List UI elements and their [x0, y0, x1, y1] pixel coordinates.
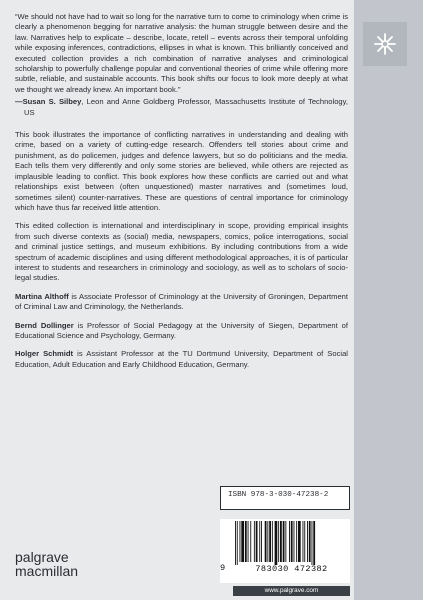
barcode-bar	[269, 521, 271, 562]
barcode-bar	[283, 521, 285, 562]
barcode-bar	[285, 521, 286, 562]
author-bio-3	[15, 349, 348, 370]
barcode-bar	[294, 521, 295, 562]
author-bio-text: is Professor of Social Pedagogy at the University of Siegen, Department of Educational Science and Psychology, Germany.	[15, 320, 348, 340]
barcode-bar	[241, 521, 244, 562]
barcode-bar	[265, 521, 267, 562]
barcode-bar	[312, 521, 313, 565]
spine-band	[354, 0, 423, 600]
blurb-area	[15, 12, 348, 370]
barcode-bar	[237, 521, 238, 565]
author-bio-1	[15, 292, 348, 313]
barcode-bar	[280, 521, 282, 562]
barcode-bar	[256, 521, 258, 562]
barcode-bar	[245, 521, 247, 562]
author-name: Bernd Dollinger	[15, 320, 74, 330]
endorsement-quote: “We should not have had to wait so long for the narrative turn to come to criminology when crime is clearly a phenomenon begging for narrative analysis: the human struggle between desire and the law. Narratives help to explicate – describe, locate, retell – events across their temporal unfolding while exposing inferences, contradictions, ellipses in what is known. This brilliantly conceived and executed collection provides a rich combination of narrative analyses and criminological scholarship to powerfully challenge popular and conventional theories of crime while offering more subtle, reliable, and sustainable accounts. This book shifts our focus to look more deeply at what we thought we already knew. An important book.”	[15, 12, 348, 94]
barcode	[233, 519, 350, 583]
barcode-bar	[267, 521, 268, 562]
barcode-bar	[313, 521, 315, 565]
barcode-bar	[307, 521, 308, 562]
barcode-bar	[298, 521, 301, 562]
isbn-label: ISBN 978-3-030-47238-2	[220, 486, 350, 510]
publisher-name-line2: macmillan	[15, 563, 79, 579]
endorser-title: , Leon and Anne Goldberg Professor, Massachusetts Institute of Technology, US	[24, 97, 348, 117]
barcode-bar	[259, 521, 260, 562]
publisher-name-line1: palgrave	[15, 549, 69, 565]
barcode-bar	[250, 521, 251, 562]
barcode-bar	[248, 521, 249, 562]
barcode-digits: 783030 472382	[255, 564, 328, 574]
author-bio-text: is Assistant Professor at the TU Dortmund University, Department of Social Education, Adult Education and Early Childhood Education, Germany.	[15, 349, 348, 369]
barcode-bar	[278, 521, 279, 562]
barcode-bar	[240, 521, 241, 562]
barcode-bar	[303, 521, 304, 562]
springer-star-icon	[372, 31, 398, 57]
barcode-lead-digit: 9	[220, 563, 226, 573]
endorsement-attribution	[15, 97, 348, 118]
description-paragraph-1: This book illustrates the importance of conflicting narratives in understanding and dealing with crime, based on a variety of cutting-edge research. Offenders tell stories about crime and punishment, as do policemen, judges and defence lawyers, but so do politicians and the media. Each tells them very differently and only some stories are believed, while others are rejected as implausible leading to conflict. This book explores how these conflicts are carried out and what relationships exist between (often unquestioned) master narratives and (sometimes loud, sometimes silent) counter-narratives. These are questions of central importance for criminology which have thus far received little attention.	[15, 130, 348, 212]
author-bio-text: is Associate Professor of Criminology at the University of Groningen, Department of Criminal Law and Criminology, the Netherlands.	[15, 291, 348, 312]
publisher-url: www.palgrave.com	[233, 586, 350, 596]
author-bio-2	[15, 321, 348, 342]
barcode-bar	[296, 521, 297, 562]
barcode-bar	[272, 521, 273, 562]
endorser-name: —Susan S. Silbey	[15, 97, 82, 107]
author-name: Holger Schmidt	[15, 349, 74, 359]
barcode-bar	[304, 521, 305, 562]
barcode-bars	[233, 519, 350, 565]
barcode-bar	[254, 521, 255, 562]
barcode-bar	[235, 521, 236, 565]
barcode-bar	[275, 521, 278, 565]
author-name: Martina Althoff	[15, 291, 69, 301]
barcode-lead-area	[220, 519, 234, 583]
publisher-logo-box	[363, 22, 407, 66]
barcode-bar	[261, 521, 262, 562]
barcode-bar	[291, 521, 293, 562]
barcode-bar	[309, 521, 311, 562]
barcode-bar	[289, 521, 290, 562]
publisher-logo	[15, 550, 78, 578]
description-paragraph-2: This edited collection is international and interdisciplinary in scope, providing empirical insights from such diverse contexts as (social) media, newspapers, comics, police interrogations, social and criminal justice settings, and museum exhibitions. By including contributions from a wide spectrum of academic disciplines and using different methodological approaches, it is of particular interest to students and researchers in criminology and sociology, as well as to scholars of socio-legal studies.	[15, 221, 348, 283]
